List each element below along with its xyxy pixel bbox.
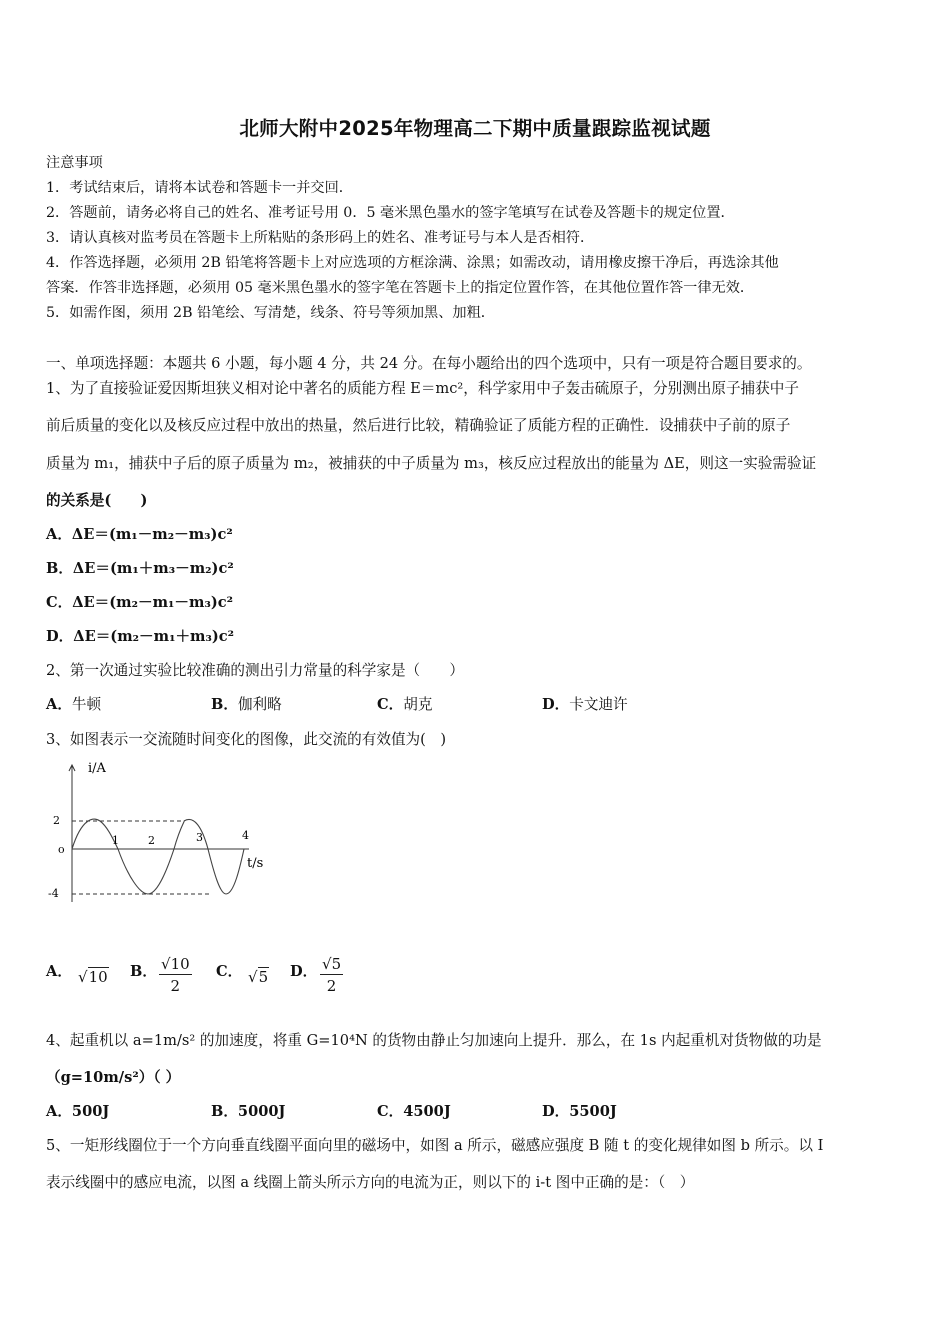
denominator: 2 <box>170 977 181 995</box>
q4-option-c[interactable]: C．4500J <box>377 1103 451 1120</box>
radicand: 10 <box>170 955 190 973</box>
question-1-text: 1、为了直接验证爱因斯坦狭义相对论中著名的质能方程 E＝mc²，科学家用中子轰击硫原子，分别测出原子捕获中子 <box>46 380 799 397</box>
page-title: 北师大附中2025年物理高二下期中质量跟踪监视试题 <box>239 117 711 140</box>
notice-item: 1．考试结束后，请将本试卷和答题卡一并交回． <box>46 180 353 196</box>
q3-option-a-label[interactable]: A． <box>46 963 72 980</box>
question-5-text: 5、一矩形线圈位于一个方向垂直线圈平面向里的磁场中，如图 a 所示，磁感应强度 B 随 t 的变化规律如图 b 所示。以 I <box>46 1137 824 1154</box>
q4-option-a[interactable]: A．500J <box>46 1103 110 1120</box>
option-label: B． <box>211 696 238 713</box>
question-2-text: 2、第一次通过实验比较准确的测出引力常量的科学家是（ ） <box>46 662 464 679</box>
x-tick: 1 <box>112 834 119 847</box>
option-label: C． <box>377 696 404 713</box>
option-text: 胡克 <box>403 696 433 713</box>
q2-option-d[interactable] <box>542 693 628 714</box>
y-tick: -4 <box>48 887 59 900</box>
question-5-text: 表示线圈中的感应电流，以图 a 线圈上箭头所示方向的电流为正，则以下的 i-t 图中正确的是：（ ） <box>46 1174 695 1191</box>
option-label: D． <box>542 696 570 713</box>
option-text: 牛顿 <box>71 696 102 713</box>
notice-item: 答案．作答非选择题，必须用 05 毫米黑色墨水的签字笔在答题卡上的指定位置作答，在其他位置作答一律无效． <box>46 280 755 296</box>
section-heading: 一、单项选择题：本题共 6 小题，每小题 4 分，共 24 分。在每小题给出的四个选项中，只有一项是符合题目要求的。 <box>46 355 812 372</box>
radicand: 5 <box>331 955 342 973</box>
x-tick: 4 <box>242 829 249 842</box>
question-3-text: 3、如图表示一交流随时间变化的图像，此交流的有效值为( ) <box>46 731 447 748</box>
question-4-text: 4、起重机以 a=1m/s² 的加速度，将重 G=10⁴N 的货物由静止匀加速向上提升．那么，在 1s 内起重机对货物做的功是 <box>46 1032 822 1049</box>
q3-option-b-label[interactable]: B． <box>130 963 157 980</box>
q3-option-c-value[interactable]: √5 <box>248 968 269 986</box>
q3-option-b-value[interactable] <box>159 955 192 995</box>
q4-option-d[interactable]: D．5500J <box>542 1103 617 1120</box>
q3-option-d-value[interactable] <box>320 955 343 995</box>
option-text: 伽利略 <box>237 696 282 713</box>
denominator: 2 <box>326 977 337 995</box>
x-tick: 2 <box>148 834 155 847</box>
question-1-text: 前后质量的变化以及核反应过程中放出的热量，然后进行比较，精确验证了质能方程的正确性．设捕获中子前的原子 <box>46 417 791 434</box>
question-1-text: 的关系是( ) <box>46 492 148 509</box>
q2-option-c[interactable] <box>377 693 432 714</box>
current-time-graph <box>44 757 284 907</box>
option-label: A． <box>46 696 72 713</box>
notice-item: 5．如需作图，须用 2B 铅笔绘、写清楚，线条、符号等须加黑、加粗． <box>46 305 495 321</box>
waveform <box>72 819 244 894</box>
y-axis-label: i/A <box>88 761 106 776</box>
option-text: 卡文迪许 <box>569 696 628 713</box>
x-axis-label: t/s <box>247 856 264 871</box>
q3-option-d-label[interactable]: D． <box>290 963 318 980</box>
x-tick: 3 <box>196 831 203 844</box>
radicand: 5 <box>258 968 269 986</box>
notice-heading: 注意事项 <box>46 155 103 171</box>
q1-option-d[interactable]: D．ΔE＝(m₂－m₁＋m₃)c² <box>46 628 235 645</box>
q4-option-b[interactable]: B．5000J <box>211 1103 286 1120</box>
q2-option-a[interactable] <box>46 693 101 714</box>
q3-option-a-value[interactable]: √10 <box>78 968 108 986</box>
y-tick: o <box>58 843 65 856</box>
numerator: √5 <box>322 955 342 973</box>
notice-item: 3．请认真核对监考员在答题卡上所粘贴的条形码上的姓名、准考证号与本人是否相符． <box>46 230 595 246</box>
numerator: √10 <box>161 955 190 973</box>
y-tick: 2 <box>53 814 60 827</box>
q1-option-a[interactable]: A．ΔE＝(m₁－m₂－m₃)c² <box>46 526 233 543</box>
notice-item: 2．答题前，请务必将自己的姓名、准考证号用 0．5 毫米黑色墨水的签字笔填写在试卷及答题卡的规定位置． <box>46 205 735 221</box>
q3-option-c-label[interactable]: C． <box>216 963 243 980</box>
q2-option-b[interactable] <box>211 693 282 714</box>
q1-option-b[interactable]: B．ΔE＝(m₁＋m₃－m₂)c² <box>46 560 234 577</box>
radicand: 10 <box>88 968 108 986</box>
q1-option-c[interactable]: C．ΔE＝(m₂－m₁－m₃)c² <box>46 594 234 611</box>
question-1-text: 质量为 m₁，捕获中子后的原子质量为 m₂，被捕获的中子质量为 m₃，核反应过程放出的能量为 ΔE，则这一实验需验证 <box>46 455 817 472</box>
notice-item: 4．作答选择题，必须用 2B 铅笔将答题卡上对应选项的方框涂满、涂黑；如需改动，请用橡皮擦干净后，再选涂其他 <box>46 255 779 271</box>
question-4-text: （g=10m/s²）（ ） <box>46 1069 181 1086</box>
